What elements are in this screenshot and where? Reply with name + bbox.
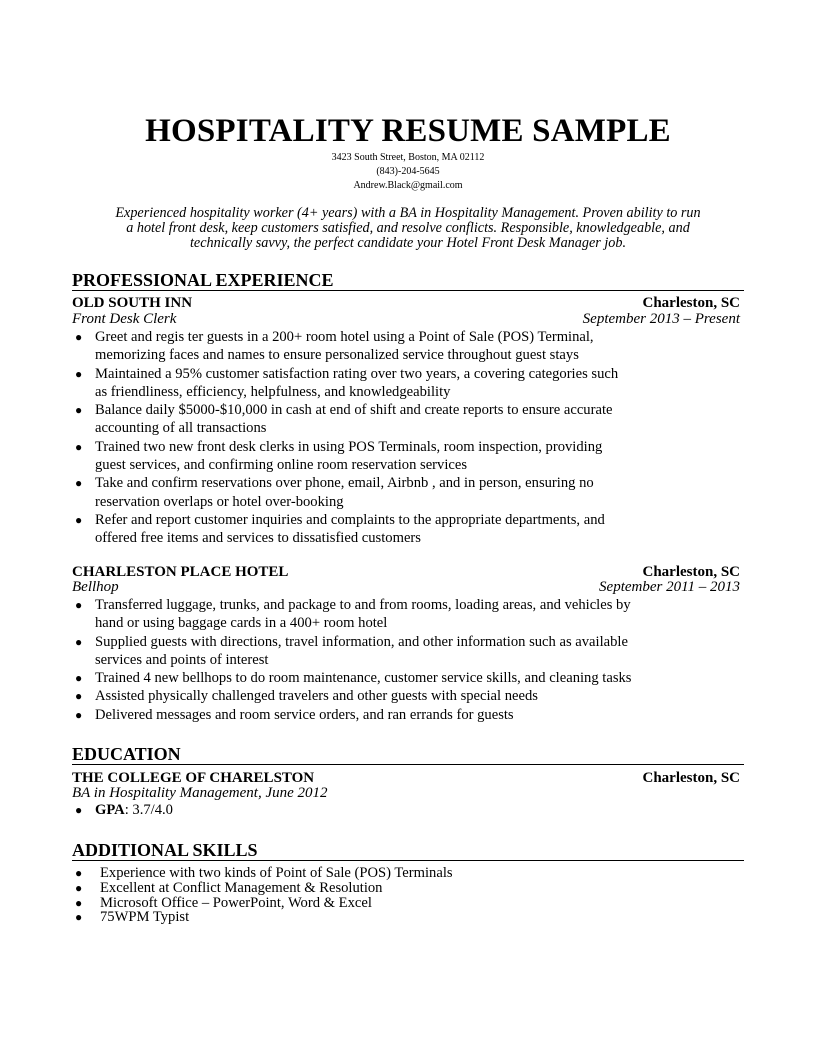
education-bullets (72, 801, 712, 819)
list-item (72, 474, 712, 511)
bullet-icon: ● (75, 476, 83, 491)
list-item (72, 706, 712, 724)
job-location: Charleston, SC (642, 295, 740, 311)
bullet-text: Take and confirm reservations over phone, email, Airbnb , and in person, ensuring no (95, 475, 594, 492)
bullet-text: Balance daily $5000-$10,000 in cash at end of shift and create reports to ensure accurate (95, 402, 613, 419)
bullet-text: services and points of interest (95, 651, 269, 668)
skill-text: Microsoft Office – PowerPoint, Word & Excel (100, 894, 372, 911)
bullet-text: Supplied guests with directions, travel information, and other information such as available (95, 633, 628, 650)
bullet-text: Trained 4 new bellhops to do room maintenance, customer service skills, and cleaning tasks (95, 670, 632, 687)
contact-email: Andrew.Black@gmail.com (353, 180, 463, 191)
list-item (72, 438, 712, 475)
skills-list (72, 866, 712, 925)
bullet-icon: ● (75, 880, 83, 895)
skills-heading: ADDITIONAL SKILLS (72, 840, 744, 861)
skill-text: Excellent at Conflict Management & Resolution (100, 879, 383, 896)
bullet-text: guest services, and confirming online room reservation services (95, 457, 468, 474)
job-location: Charleston, SC (642, 564, 740, 580)
bullet-text: Greet and regis ter guests in a 200+ room hotel using a Point of Sale (POS) Terminal, (95, 329, 594, 345)
summary-line: a hotel front desk, keep customers satisfied, and resolve conflicts. Responsible, knowledgeable, and (126, 220, 690, 236)
bullet-icon: ● (75, 634, 83, 649)
contact-phone: (843)-204-5645 (376, 166, 440, 177)
list-item (72, 687, 712, 705)
list-item (72, 801, 712, 819)
list-item (72, 328, 712, 365)
school-location: Charleston, SC (642, 770, 740, 786)
bullet-text: accounting of all transactions (95, 420, 267, 437)
list-item (72, 866, 712, 881)
job-dates: September 2013 – Present (582, 311, 740, 327)
bullet-text: offered free items and services to dissatisfied customers (95, 530, 421, 547)
list-item (72, 401, 712, 438)
bullet-icon: ● (75, 439, 83, 454)
list-item (72, 896, 712, 911)
summary-paragraph (72, 206, 744, 251)
school-name: THE COLLEGE OF CHARELSTON (72, 770, 315, 786)
summary-line: Experienced hospitality worker (4+ years) with a BA in Hospitality Management. Proven ability to run (115, 205, 701, 221)
employer-name: CHARLESTON PLACE HOTEL (72, 564, 289, 580)
bullet-text: hand or using baggage cards in a 400+ room hotel (95, 615, 388, 632)
list-item (72, 881, 712, 896)
bullet-text: Trained two new front desk clerks in using POS Terminals, room inspection, providing (95, 438, 603, 455)
employer-name: OLD SOUTH INN (72, 295, 193, 311)
gpa-value: : 3.7/4.0 (124, 802, 173, 818)
bullet-text: Assisted physically challenged travelers and other guests with special needs (95, 688, 538, 705)
bullet-icon: ● (75, 803, 83, 817)
bullet-icon: ● (75, 366, 83, 381)
contact-address: 3423 South Street, Boston, MA 02112 (331, 152, 485, 163)
bullet-text: Maintained a 95% customer satisfaction rating over two years, a covering categories such (95, 365, 619, 382)
list-item (72, 596, 712, 633)
resume-title: HOSPITALITY RESUME SAMPLE (145, 113, 671, 149)
bullet-text: as friendliness, efficiency, helpfulness, and knowledgeability (95, 383, 451, 400)
list-item (72, 511, 712, 548)
skill-text: 75WPM Typist (100, 909, 190, 926)
experience-heading: PROFESSIONAL EXPERIENCE (72, 270, 744, 291)
bullet-icon: ● (75, 707, 83, 722)
list-item (72, 669, 712, 687)
bullet-icon: ● (75, 910, 83, 925)
bullet-icon: ● (75, 330, 83, 344)
job-bullets (72, 328, 712, 548)
bullet-icon: ● (75, 671, 83, 686)
bullet-text: Refer and report customer inquiries and complaints to the appropriate departments, and (95, 511, 605, 528)
bullet-icon: ● (75, 895, 83, 910)
bullet-icon: ● (75, 512, 83, 527)
gpa-label: GPA (95, 802, 125, 818)
degree: BA in Hospitality Management, June 2012 (72, 785, 328, 801)
list-item (72, 365, 712, 402)
list-item (72, 633, 712, 670)
bullet-text: memorizing faces and names to ensure personalized service throughout guest stays (95, 347, 579, 364)
bullet-icon: ● (75, 403, 83, 418)
bullet-text: Transferred luggage, trunks, and package to and from rooms, loading areas, and vehicles by (95, 597, 631, 613)
bullet-icon: ● (75, 866, 83, 880)
summary-line: technically savvy, the perfect candidate your Hotel Front Desk Manager job. (189, 235, 626, 251)
job-role: Front Desk Clerk (72, 311, 177, 327)
education-heading: EDUCATION (72, 744, 744, 765)
job-dates: September 2011 – 2013 (599, 579, 740, 595)
job-role: Bellhop (72, 579, 119, 595)
bullet-icon: ● (75, 689, 83, 704)
skill-text: Experience with two kinds of Point of Sale (POS) Terminals (100, 865, 453, 881)
job-bullets (72, 596, 712, 724)
list-item (72, 910, 712, 925)
bullet-icon: ● (75, 598, 83, 612)
bullet-text: reservation overlaps or hotel over-booking (95, 493, 344, 510)
bullet-text: Delivered messages and room service orders, and ran errands for guests (95, 706, 514, 723)
